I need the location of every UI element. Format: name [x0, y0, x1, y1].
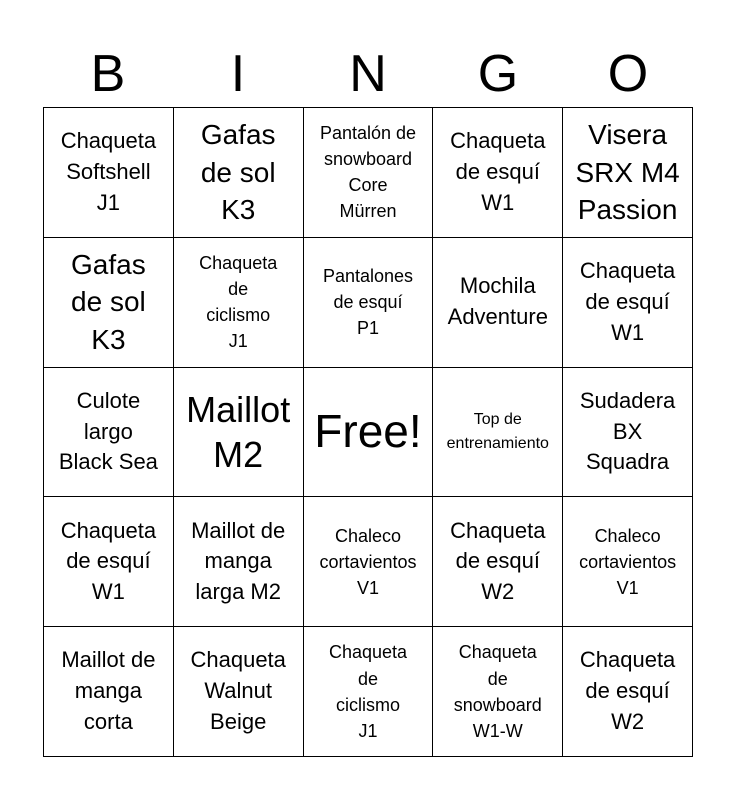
cell-label: Culote largo Black Sea [58, 387, 158, 475]
bingo-cell[interactable] [433, 238, 563, 368]
cell-label: Gafas de sol K3 [71, 248, 146, 356]
bingo-cell[interactable] [174, 368, 304, 498]
bingo-cell[interactable] [433, 627, 563, 757]
cell-label: Chaqueta de snowboard W1-W [453, 642, 542, 741]
bingo-cell[interactable] [174, 108, 304, 238]
bingo-cell[interactable] [433, 368, 563, 498]
cell-label: Chaqueta de ciclismo J1 [199, 253, 278, 352]
cell-label: Chaqueta de esquí W1 [450, 128, 546, 215]
bingo-cell[interactable] [563, 497, 693, 627]
header-letter-g: G [477, 45, 519, 103]
bingo-cell[interactable] [44, 497, 174, 627]
cell-label: Mochila Adventure [447, 273, 548, 330]
bingo-cell[interactable] [44, 108, 174, 238]
cell-label: Pantalones de esquí P1 [322, 266, 414, 339]
bingo-cell[interactable] [563, 627, 693, 757]
cell-label: Chaqueta de esquí W2 [579, 647, 676, 734]
bingo-cell[interactable] [433, 497, 563, 627]
cell-label: Gafas de sol K3 [200, 118, 276, 226]
cell-label: Pantalón de snowboard Core Mürren [319, 123, 417, 222]
bingo-cell[interactable] [174, 238, 304, 368]
bingo-header [43, 44, 693, 104]
bingo-cell[interactable] [44, 368, 174, 498]
bingo-cell[interactable] [563, 108, 693, 238]
bingo-cell[interactable] [174, 627, 304, 757]
bingo-cell[interactable] [304, 108, 434, 238]
cell-label: Chaqueta de ciclismo J1 [328, 642, 408, 741]
cell-label: Maillot M2 [186, 388, 291, 475]
bingo-cell[interactable] [304, 497, 434, 627]
bingo-cell[interactable] [304, 627, 434, 757]
cell-label: Sudadera BX Squadra [579, 387, 676, 475]
header-letter-i: I [230, 45, 246, 103]
cell-label: Chaqueta de esquí W2 [450, 517, 546, 605]
cell-label: Chaqueta de esquí W1 [60, 517, 157, 605]
free-space-label: Free! [314, 405, 422, 458]
bingo-cell[interactable] [44, 627, 174, 757]
cell-label: Maillot de manga larga M2 [191, 517, 286, 605]
cell-label: Chaqueta de esquí W1 [579, 258, 676, 345]
cell-label: Chaqueta Softshell J1 [60, 128, 157, 215]
bingo-cell[interactable] [304, 238, 434, 368]
cell-label: Top de entrenamiento [446, 410, 549, 452]
bingo-board [43, 107, 693, 757]
bingo-cell[interactable] [174, 497, 304, 627]
bingo-cell[interactable] [563, 238, 693, 368]
cell-label: Visera SRX M4 Passion [575, 118, 680, 226]
free-space-cell[interactable] [304, 368, 434, 498]
bingo-cell[interactable] [44, 238, 174, 368]
bingo-cell[interactable] [433, 108, 563, 238]
cell-label: Maillot de manga corta [61, 647, 156, 734]
cell-label: Chaqueta Walnut Beige [190, 647, 286, 734]
cell-label: Chaleco cortavientos V1 [319, 525, 417, 598]
header-letter-o: O [607, 45, 649, 103]
cell-label: Chaleco cortavientos V1 [579, 525, 677, 598]
header-letter-b: B [90, 45, 126, 103]
bingo-cell[interactable] [563, 368, 693, 498]
header-letter-n: N [349, 45, 387, 103]
